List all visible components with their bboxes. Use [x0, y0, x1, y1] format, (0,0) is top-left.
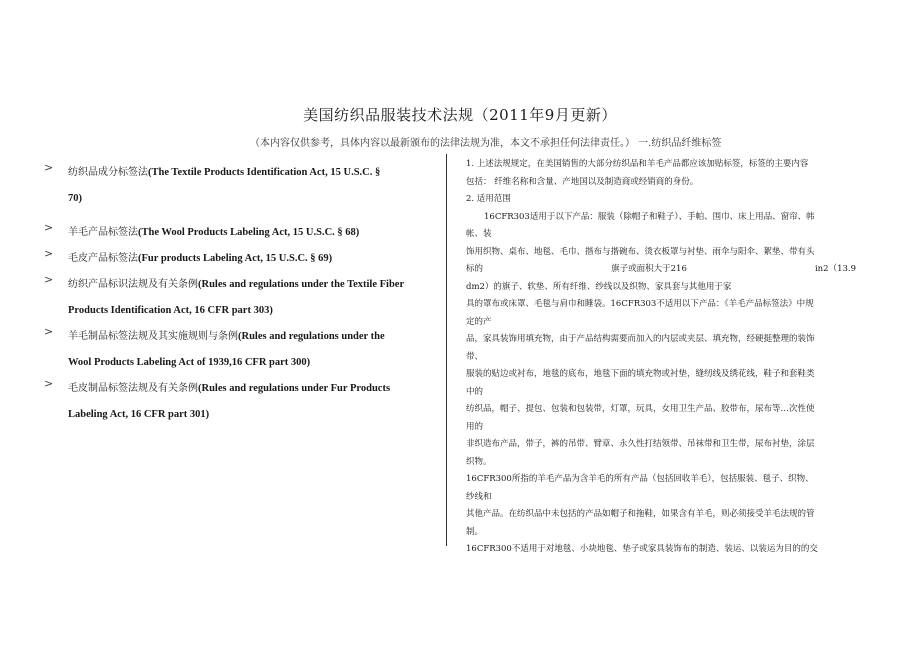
text-line: 16CFR303适用于以下产品：服装（除帽子和鞋子）、手帕、围巾、床上用品、窗帘、帏 — [484, 211, 815, 222]
item-cn: 纺织品成分标签法 — [68, 167, 148, 178]
item-en: (Fur products Labeling Act, 15 U.S.C. § 69) — [138, 253, 333, 264]
item-en: (The Textile Products Identification Act, 15 U.S.C. § — [148, 167, 381, 178]
item-cn: 毛皮产品标签法 — [68, 253, 138, 264]
item-cn: 毛皮制品标签法规及有关条例 — [68, 383, 198, 394]
list-item — [40, 246, 432, 272]
chevron-right-icon: > — [44, 325, 54, 338]
chevron-right-icon: > — [44, 273, 54, 286]
item-cont: 70) — [68, 193, 82, 204]
item-cont: Wool Products Labeling Act of 1939,16 CFR part 300) — [68, 357, 311, 368]
text-line: 带、 — [466, 351, 484, 362]
list-item — [40, 376, 432, 428]
list-item — [40, 272, 432, 324]
item-en: (Rules and regulations under the Textile Fiber — [198, 279, 405, 290]
text-fragment: in2（13.9 — [814, 264, 856, 274]
chevron-right-icon: > — [44, 247, 54, 260]
item-en: (The Wool Products Labeling Act, 15 U.S.C. § 68) — [138, 227, 360, 238]
item-en: (Rules and regulations under Fur Products — [198, 383, 391, 394]
text-line: 2. 适用范围 — [466, 194, 511, 204]
text-line — [466, 261, 856, 279]
text-line: 品，家具装饰用填充物，由于产品结构需要而加入的内层或夹层、填充物，经硬挺整理的装饰 — [466, 334, 815, 344]
text-line: 其他产品。在纺织品中未包括的产品如帽子和拖鞋，如果含有羊毛，则必须接受羊毛法规的管 — [466, 509, 815, 519]
text-line: 制。 — [466, 526, 484, 537]
list-item — [40, 160, 432, 212]
chevron-right-icon: > — [44, 377, 54, 390]
text-line: 织物。 — [466, 456, 492, 467]
page-subtitle: （本内容仅供参考，具体内容以最新颁布的法律法规为准，本文不承担任何法律责任。） 一.纺织品纤维标签 — [250, 138, 722, 149]
chevron-right-icon: > — [44, 221, 54, 234]
text-line: 定的产 — [466, 316, 492, 327]
text-line: 16CFR300不适用于对地毯、小块地毯、垫子或家具装饰布的制造、装运、以装运为目的的交 — [466, 544, 818, 554]
text-line: 帐、装 — [466, 229, 492, 239]
item-cont: Products Identification Act, 16 CFR part 303) — [68, 305, 273, 316]
item-en: (Rules and regulations under the — [238, 331, 385, 342]
text-line: 服装的贴边或衬布，地毯的底布，地毯下面的填充物或衬垫，缝纫线及绣花线，鞋子和套鞋类 — [466, 369, 815, 379]
item-cn: 羊毛制品标签法规及其实施规则与条例 — [68, 331, 238, 342]
list-item — [40, 324, 432, 376]
right-column — [466, 156, 856, 559]
text-line: 饰用织物、桌布、地毯、毛巾、揩布与揩碗布、烫衣板罩与衬垫、雨伞与阳伞、絮垫、带有头 — [466, 246, 815, 257]
text-line: 中的 — [466, 386, 484, 397]
item-cn: 羊毛产品标签法 — [68, 227, 138, 238]
text-fragment: 标的 — [466, 264, 484, 274]
text-line: dm2）的旗子、软垫、所有纤维、纱线以及织物、家具套与其他用于家 — [466, 281, 732, 292]
text-line: 用的 — [466, 421, 484, 432]
left-column — [40, 160, 432, 428]
text-line: 非织造布产品，带子，裤的吊带、臂章、永久性打结领带、吊袜带和卫生带，尿布衬垫，涂层 — [466, 439, 815, 449]
text-line: 1. 上述法规规定，在美国销售的大部分纺织品和羊毛产品都应该加贴标签，标签的主要内容 — [466, 159, 809, 169]
chevron-right-icon: > — [44, 161, 54, 174]
page-title: 美国纺织品服装技术法规（2011年9月更新） — [303, 106, 617, 124]
text-line: 包括： 纤维名称和含量、产地国以及制造商或经销商的身份。 — [466, 176, 699, 187]
column-divider — [446, 154, 447, 546]
list-item — [40, 220, 432, 246]
text-line: 纺织品，帽子、提包、包装和包装带，灯罩，玩具，女用卫生产品、胶带布，尿布等…次性使 — [466, 404, 815, 414]
item-cn: 纺织产品标识法规及有关条例 — [68, 279, 198, 290]
text-line: 纱线和 — [466, 491, 492, 502]
text-fragment: 旗子或面积大于216 — [611, 264, 687, 274]
text-line: 16CFR300所指的羊毛产品为含羊毛的所有产品（包括回收羊毛），包括服装、毯子、织物、 — [466, 474, 814, 484]
text-line: 具的罩布或床罩、毛毯与肩巾和睡袋。16CFR303不适用以下产品：《羊毛产品标签法》中规 — [466, 299, 814, 309]
item-cont: Labeling Act, 16 CFR part 301) — [68, 409, 210, 420]
